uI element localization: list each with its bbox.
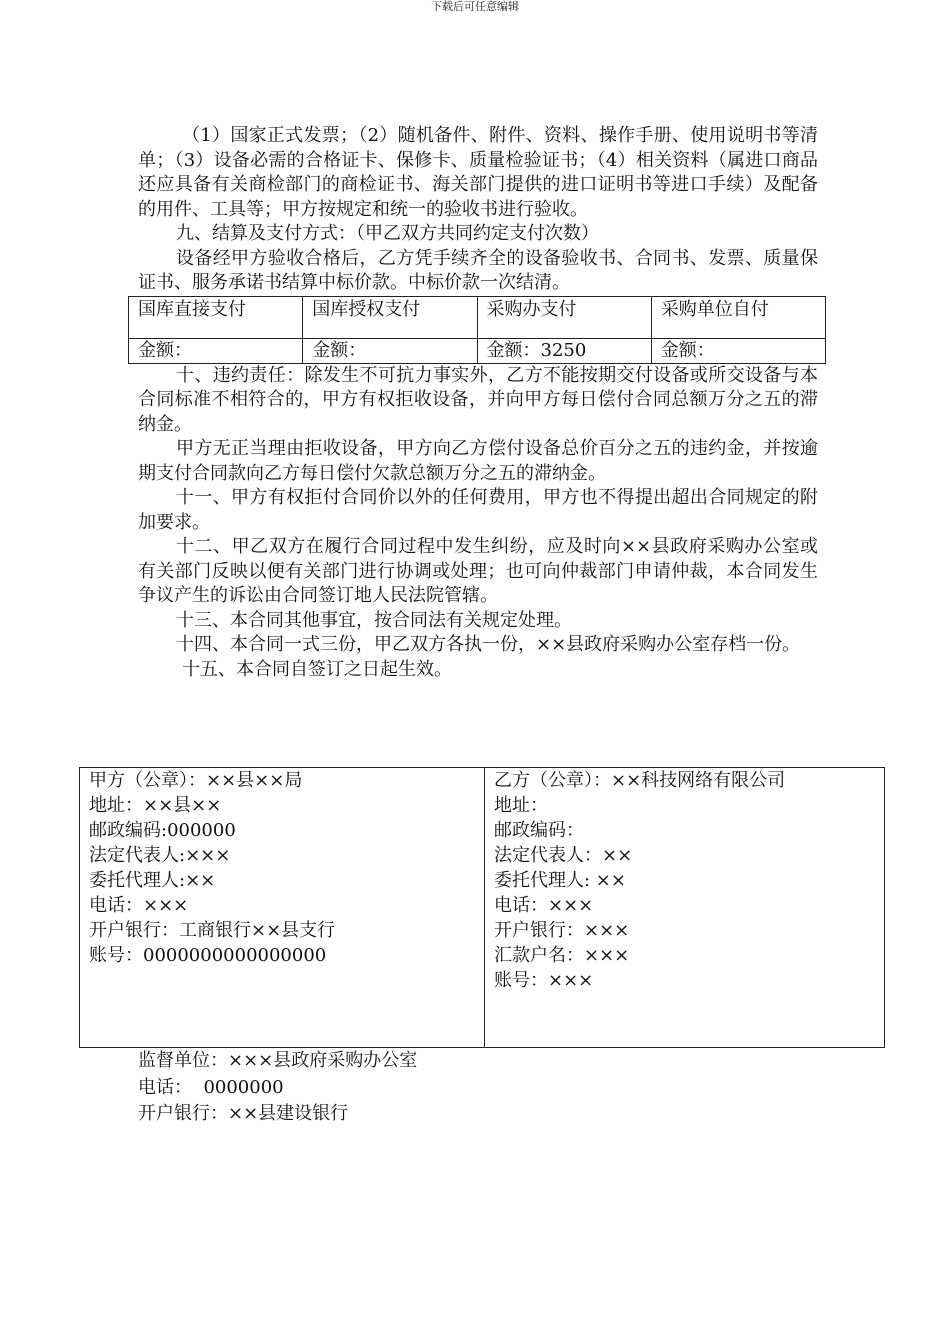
payment-amount-cell: 金额：: [129, 338, 303, 363]
paragraph-section-13: 十三、本合同其他事宜，按合同法有关规定处理。: [176, 609, 572, 631]
party-b-address: 地址：: [494, 795, 548, 816]
party-a-phone: 电话：×××: [89, 895, 189, 916]
payment-table-amount-row: [129, 338, 826, 363]
party-b-legal-rep: 法定代表人：××: [494, 845, 633, 866]
supervision-block: [138, 1048, 417, 1128]
payment-amount-cell: 金额：: [303, 338, 477, 363]
party-a-legal-rep: 法定代表人:×××: [89, 845, 231, 866]
contract-body: [138, 124, 818, 682]
payment-amount-cell: 金额：3250: [477, 338, 651, 363]
party-b-seal: 乙方（公章）：××科技网络有限公司: [494, 770, 786, 791]
payment-header-cell: 国库直接支付: [129, 296, 303, 338]
party-b-postcode: 邮政编码：: [494, 820, 584, 841]
paragraph-breach: 甲方无正当理由拒收设备，甲方向乙方偿付设备总价百分之五的违约金，并按逾期支付合同款向乙方每日偿付欠款总额万分之五的滞纳金。: [138, 438, 818, 484]
header-note: 下载后可任意编辑: [431, 0, 519, 13]
paragraph-settlement: 设备经甲方验收合格后，乙方凭手续齐全的设备验收书、合同书、发票、质量保证书、服务承诺书结算中标价款。中标价款一次结清。: [138, 247, 818, 293]
supervision-bank: 开户银行：××县建设银行: [138, 1103, 349, 1124]
payment-header-cell: 采购办支付: [477, 296, 651, 338]
party-b-account: 账号：×××: [494, 970, 594, 991]
payment-table-header-row: [129, 296, 826, 338]
payment-amount-cell: 金额：: [651, 338, 825, 363]
paragraph-section-11: 十一、甲方有权拒付合同价以外的任何费用，甲方也不得提出超出合同规定的附加要求。: [138, 487, 818, 533]
party-a-account: 账号：0000000000000000: [89, 945, 327, 966]
party-a-seal: 甲方（公章）：××县××局: [89, 770, 303, 791]
party-a-agent: 委托代理人:××: [89, 870, 216, 891]
paragraph-section-12: 十二、甲乙双方在履行合同过程中发生纠纷，应及时向××县政府采购办公室或有关部门反映以便有关部门进行协调或处理；也可向仲裁部门申请仲裁，本合同发生争议产生的诉讼由合同签订地人民法院管辖。: [138, 536, 818, 606]
paragraph-documents: （1）国家正式发票；（2）随机备件、附件、资料、操作手册、使用说明书等清单；（3）设备必需的合格证卡、保修卡、质量检验证书；（4）相关资料（属进口商品还应具备有关商检部门的商检证书、海关部门提供的进口证明书等进口手续）及配备的用件、工具等；甲方按规定和统一的验收书进行验收。: [138, 125, 818, 220]
party-b-cell: [485, 768, 885, 1048]
paragraph-section-14: 十四、本合同一式三份，甲乙双方各执一份，××县政府采购办公室存档一份。: [176, 634, 801, 655]
payment-header-cell: 国库授权支付: [303, 296, 477, 338]
party-a-postcode: 邮政编码:000000: [89, 820, 236, 841]
party-b-phone: 电话：×××: [494, 895, 594, 916]
party-a-address: 地址：××县××: [89, 795, 222, 816]
party-b-agent: 委托代理人: ××: [494, 870, 626, 891]
payment-header-cell: 采购单位自付: [651, 296, 825, 338]
party-b-remit-name: 汇款户名：×××: [494, 945, 630, 966]
paragraph-section-10: 十、违约责任：除发生不可抗力事实外，乙方不能按期交付设备或所交设备与本合同标准不相符合的，甲方有权拒收设备，并向甲方每日偿付合同总额万分之五的滞纳金。: [138, 364, 818, 435]
paragraph-section-15: 十五、本合同自签订之日起生效。: [182, 658, 452, 680]
paragraph-section-9-title: 九、结算及支付方式：（甲乙双方共同约定支付次数）: [176, 223, 599, 244]
party-a-bank: 开户银行：工商银行××县支行: [89, 920, 336, 941]
party-b-bank: 开户银行：×××: [494, 920, 630, 941]
payment-table: [128, 296, 826, 364]
supervision-unit: 监督单位：×××县政府采购办公室: [138, 1050, 418, 1071]
supervision-phone: 电话： 0000000: [138, 1076, 284, 1098]
party-a-cell: [80, 768, 485, 1048]
parties-table: [79, 767, 885, 1048]
